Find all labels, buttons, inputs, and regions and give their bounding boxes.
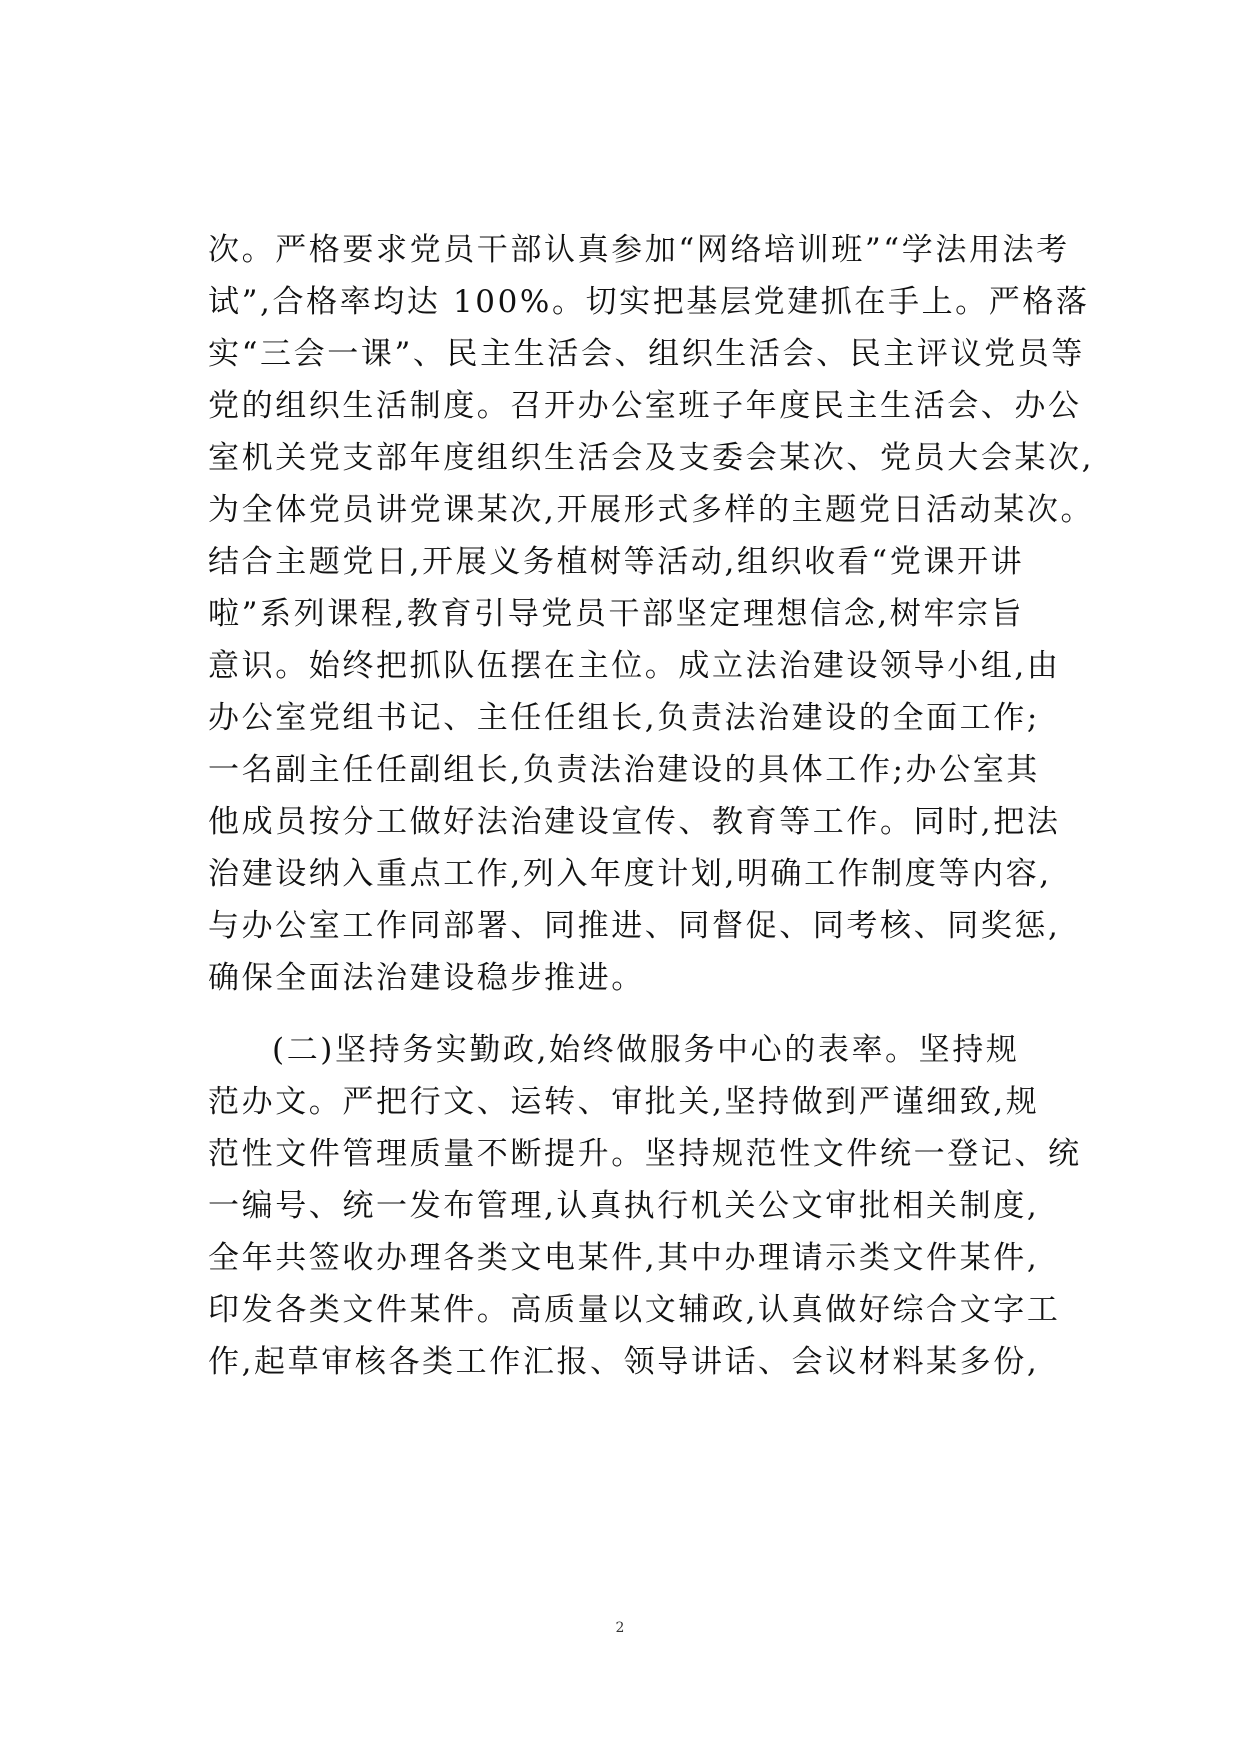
text-line: 意识。始终把抓队伍摆在主位。成立法治建设领导小组,由 <box>208 648 1061 684</box>
text-line: 作,起草审核各类工作汇报、领导讲话、会议材料某多份, <box>208 1344 1040 1380</box>
text-line: 一名副主任任副组长,负责法治建设的具体工作;办公室其 <box>208 752 1040 788</box>
text-line: 党的组织生活制度。召开办公室班子年度民主生活会、办公 <box>208 388 1082 424</box>
paragraph-spacer <box>208 1004 1068 1024</box>
text-line: 啦”系列课程,教育引导党员干部坚定理想信念,树牢宗旨 <box>208 596 1025 632</box>
text-line: 办公室党组书记、主任任组长,负责法治建设的全面工作; <box>208 700 1040 736</box>
text-line: 结合主题党日,开展义务植树等活动,组织收看“党课开讲 <box>208 544 1025 580</box>
text-line: 为全体党员讲党课某次,开展形式多样的主题党日活动某次。 <box>208 492 1095 528</box>
text-line: 全年共签收办理各类文电某件,其中办理请示类文件某件, <box>208 1240 1040 1276</box>
text-line: 试”,合格率均达 100%。切实把基层党建抓在手上。严格落 <box>208 284 1090 320</box>
body-text <box>208 224 1095 1388</box>
text-line: 与办公室工作同部署、同推进、同督促、同考核、同奖惩, <box>208 908 1061 944</box>
text-line: 一编号、统一发布管理,认真执行机关公文审批相关制度, <box>208 1188 1040 1224</box>
paragraph-1 <box>208 224 1095 1004</box>
paragraph-2 <box>208 1024 1082 1388</box>
text-line: 次。严格要求党员干部认真参加“网络培训班”“学法用法考 <box>208 232 1070 268</box>
text-line: 范办文。严把行文、运转、审批关,坚持做到严谨细致,规 <box>208 1084 1040 1120</box>
text-line-indented: (二)坚持务实勤政,始终做服务中心的表率。坚持规 <box>272 1032 1020 1068</box>
text-line: 范性文件管理质量不断提升。坚持规范性文件统一登记、统 <box>208 1136 1082 1172</box>
text-line: 实“三会一课”、民主生活会、组织生活会、民主评议党员等 <box>208 336 1085 372</box>
text-line: 印发各类文件某件。高质量以文辅政,认真做好综合文字工 <box>208 1292 1061 1328</box>
text-line: 他成员按分工做好法治建设宣传、教育等工作。同时,把法 <box>208 804 1061 840</box>
text-line: 室机关党支部年度组织生活会及支委会某次、党员大会某次, <box>208 440 1095 476</box>
page-number: 2 <box>615 1620 625 1636</box>
text-line: 治建设纳入重点工作,列入年度计划,明确工作制度等内容, <box>208 856 1052 892</box>
text-line: 确保全面法治建设稳步推进。 <box>208 960 645 996</box>
